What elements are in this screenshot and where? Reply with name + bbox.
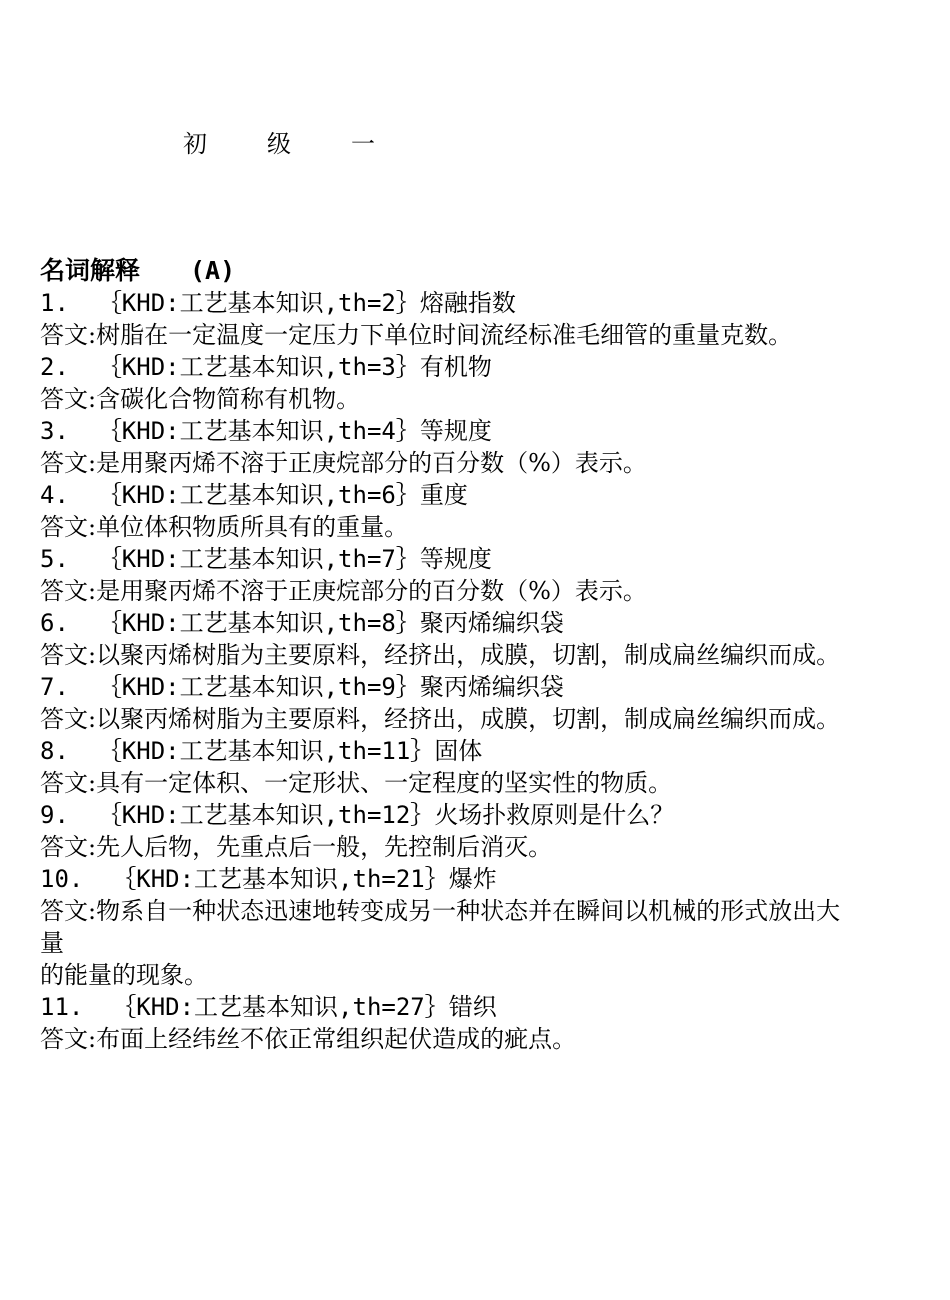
question-line	[40, 671, 855, 703]
question-tag: ｛KHD:工艺基本知识,th=2｝	[97, 289, 420, 317]
question-topic: 聚丙烯编织袋	[419, 673, 564, 701]
answer-prefix: 答文:	[40, 385, 97, 413]
question-number: 11.	[40, 993, 84, 1021]
question-tag: ｛KHD:工艺基本知识,th=3｝	[97, 353, 420, 381]
question-line	[40, 607, 855, 639]
answer-body: 先人后物，先重点后一般，先控制后消灭。	[96, 833, 553, 861]
answer-text	[40, 575, 855, 607]
question-item	[40, 543, 855, 607]
question-line	[40, 799, 855, 831]
question-number: 1.	[40, 289, 69, 317]
answer-body: 是用聚丙烯不溶于正庚烷部分的百分数（%）表示。	[96, 577, 647, 605]
answer-continuation: 的能量的现象。	[40, 961, 208, 989]
question-tag: ｛KHD:工艺基本知识,th=8｝	[97, 609, 420, 637]
answer-prefix: 答文:	[40, 577, 97, 605]
answer-prefix: 答文:	[40, 897, 97, 925]
question-topic: 等规度	[419, 417, 492, 445]
question-tag: ｛KHD:工艺基本知识,th=21｝	[112, 865, 449, 893]
question-line	[40, 287, 855, 319]
answer-body: 物系自一种状态迅速地转变成另一种状态并在瞬间以机械的形式放出大量	[40, 897, 841, 957]
question-item	[40, 415, 855, 479]
section-heading: 名词解释 (A)	[40, 256, 236, 285]
answer-body: 以聚丙烯树脂为主要原料，经挤出，成膜，切割，制成扁丝编织而成。	[96, 705, 841, 733]
question-number: 4.	[40, 481, 69, 509]
question-line	[40, 351, 855, 383]
answer-text	[40, 703, 855, 735]
question-number: 9.	[40, 801, 69, 829]
answer-prefix: 答文:	[40, 321, 97, 349]
question-topic: 熔融指数	[419, 289, 516, 317]
question-line	[40, 863, 855, 895]
answer-text	[40, 319, 855, 351]
answer-text	[40, 895, 855, 959]
answer-body: 布面上经纬丝不依正常组织起伏造成的疵点。	[96, 1025, 577, 1053]
question-line	[40, 415, 855, 447]
question-item	[40, 351, 855, 415]
answer-prefix: 答文:	[40, 449, 97, 477]
question-tag: ｛KHD:工艺基本知识,th=27｝	[112, 993, 449, 1021]
question-tag: ｛KHD:工艺基本知识,th=7｝	[97, 545, 420, 573]
question-topic: 重度	[419, 481, 468, 509]
answer-prefix: 答文:	[40, 833, 97, 861]
question-line	[40, 735, 855, 767]
question-number: 5.	[40, 545, 69, 573]
question-item	[40, 479, 855, 543]
question-topic: 固体	[434, 737, 483, 765]
question-tag: ｛KHD:工艺基本知识,th=6｝	[97, 481, 420, 509]
answer-text	[40, 1023, 855, 1055]
answer-prefix: 答文:	[40, 513, 97, 541]
question-line	[40, 543, 855, 575]
answer-body: 以聚丙烯树脂为主要原料，经挤出，成膜，切割，制成扁丝编织而成。	[96, 641, 841, 669]
question-number: 8.	[40, 737, 69, 765]
question-tag: ｛KHD:工艺基本知识,th=4｝	[97, 417, 420, 445]
document-content	[40, 255, 855, 1055]
question-topic: 火场扑救原则是什么？	[434, 801, 675, 829]
question-topic: 等规度	[419, 545, 492, 573]
question-tag: ｛KHD:工艺基本知识,th=12｝	[97, 801, 435, 829]
answer-body: 具有一定体积、一定形状、一定程度的坚实性的物质。	[96, 769, 673, 797]
question-topic: 有机物	[419, 353, 492, 381]
answer-prefix: 答文:	[40, 641, 97, 669]
answer-prefix: 答文:	[40, 769, 97, 797]
question-item	[40, 863, 855, 991]
answer-text	[40, 447, 855, 479]
question-line	[40, 991, 855, 1023]
question-number: 10.	[40, 865, 84, 893]
question-topic: 爆炸	[448, 865, 497, 893]
answer-body: 树脂在一定温度一定压力下单位时间流经标准毛细管的重量克数。	[96, 321, 793, 349]
question-item	[40, 991, 855, 1055]
question-number: 3.	[40, 417, 69, 445]
answer-body: 是用聚丙烯不溶于正庚烷部分的百分数（%）表示。	[96, 449, 647, 477]
answer-body: 含碳化合物简称有机物。	[96, 385, 361, 413]
question-number: 7.	[40, 673, 69, 701]
answer-body: 单位体积物质所具有的重量。	[96, 513, 409, 541]
document-title: 初 级 一	[183, 130, 393, 158]
answer-text	[40, 383, 855, 415]
question-item	[40, 671, 855, 735]
answer-text	[40, 767, 855, 799]
question-line	[40, 479, 855, 511]
question-topic: 聚丙烯编织袋	[419, 609, 564, 637]
answer-prefix: 答文:	[40, 705, 97, 733]
answer-text	[40, 639, 855, 671]
question-tag: ｛KHD:工艺基本知识,th=9｝	[97, 673, 420, 701]
question-item	[40, 735, 855, 799]
answer-text	[40, 511, 855, 543]
question-item	[40, 287, 855, 351]
question-tag: ｛KHD:工艺基本知识,th=11｝	[97, 737, 435, 765]
question-item	[40, 799, 855, 863]
answer-text	[40, 831, 855, 863]
answer-prefix: 答文:	[40, 1025, 97, 1053]
question-item	[40, 607, 855, 671]
question-number: 2.	[40, 353, 69, 381]
question-topic: 错织	[448, 993, 497, 1021]
question-number: 6.	[40, 609, 69, 637]
